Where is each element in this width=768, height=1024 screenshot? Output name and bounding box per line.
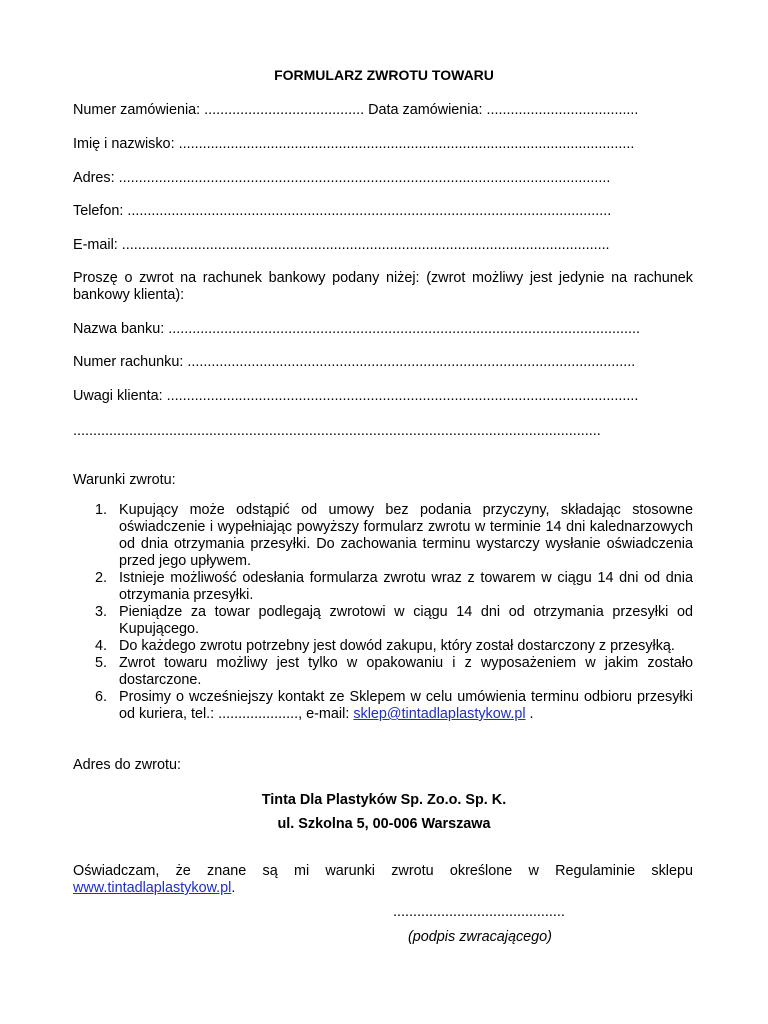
address-field[interactable]: ...........................................................................................................................	[118, 170, 611, 186]
name-field[interactable]: ..................................................................................................................	[178, 136, 635, 152]
condition-text-end: .	[525, 706, 534, 722]
refund-request-text: Proszę o zwrot na rachunek bankowy podany niżej: (zwrot możliwy jest jedynie na rachunek bankowy klienta):	[73, 270, 693, 303]
notes-label: Uwagi klienta:	[73, 388, 163, 404]
condition-item	[73, 604, 693, 638]
company-address: ul. Szkolna 5, 00-006 Warszawa	[277, 816, 491, 832]
conditions-heading: Warunki zwrotu:	[73, 472, 176, 488]
condition-item	[73, 570, 693, 604]
order-number-field[interactable]: ........................................	[204, 102, 365, 118]
bank-name-field[interactable]: ......................................................................................................................	[168, 321, 640, 337]
email-field[interactable]: ..........................................................................................................................	[121, 237, 610, 253]
name-row	[73, 136, 693, 153]
account-row	[73, 354, 693, 371]
address-label: Adres:	[73, 170, 115, 186]
conditions-list	[73, 502, 693, 723]
phone-field[interactable]: .........................................................................................................................	[127, 203, 612, 219]
condition-number: 5.	[95, 655, 108, 671]
shop-website-link[interactable]: www.tintadlaplastykow.pl	[73, 880, 232, 896]
condition-text: Prosimy o wcześniejszy kontakt ze Sklepem w celu umówienia terminu odbioru przesyłki od kuriera, tel.: ...................., e-mail:	[119, 689, 693, 722]
condition-item	[73, 638, 693, 655]
email-label: E-mail:	[73, 237, 118, 253]
notes-field[interactable]: ......................................................................................................................	[166, 388, 639, 404]
condition-number: 1.	[95, 502, 108, 518]
account-field[interactable]: ................................................................................................................	[187, 354, 636, 370]
condition-text: Pieniądze za towar podlegają zwrotowi w ciągu 14 dni od otrzymania przesyłki od Kupującego.	[119, 604, 693, 637]
bank-name-row	[73, 321, 693, 338]
condition-text: Istnieje możliwość odesłania formularza zwrotu wraz z towarem w ciągu 14 dni od dnia otrzymania przesyłki.	[119, 570, 693, 603]
notes-row	[73, 388, 693, 405]
order-date-field[interactable]: ......................................	[486, 102, 639, 118]
shop-email-link[interactable]: sklep@tintadlaplastykow.pl	[353, 706, 526, 722]
order-date-label: Data zamówienia:	[368, 102, 483, 118]
notes-row-2	[73, 423, 693, 440]
account-label: Numer rachunku:	[73, 354, 184, 370]
phone-label: Telefon:	[73, 203, 124, 219]
name-label: Imię i nazwisko:	[73, 136, 175, 152]
signature-field[interactable]: ...........................................	[393, 904, 565, 920]
form-title: FORMULARZ ZWROTU TOWARU	[274, 67, 494, 83]
condition-text: Zwrot towaru możliwy jest tylko w opakowaniu i z wyposażeniem w jakim zostało dostarczone.	[119, 655, 693, 688]
email-row	[73, 237, 693, 254]
condition-number: 3.	[95, 604, 108, 620]
declaration-body: Oświadczam, że znane są mi warunki zwrotu określone w Regulaminie sklepu	[73, 863, 693, 879]
notes-field-2[interactable]: ....................................................................................................................................	[73, 423, 601, 439]
declaration-end: .	[231, 880, 236, 896]
condition-text: Do każdego zwrotu potrzebny jest dowód zakupu, który został dostarczony z przesyłką.	[119, 638, 675, 654]
signature-label: (podpis zwracającego)	[408, 929, 552, 945]
phone-row	[73, 203, 693, 220]
condition-number: 6.	[95, 689, 108, 705]
condition-number: 4.	[95, 638, 108, 654]
bank-name-label: Nazwa banku:	[73, 321, 165, 337]
condition-item	[73, 689, 693, 723]
order-number-label: Numer zamówienia:	[73, 102, 201, 118]
condition-item	[73, 502, 693, 570]
declaration-text	[73, 863, 693, 897]
company-name: Tinta Dla Plastyków Sp. Zo.o. Sp. K.	[261, 792, 507, 808]
order-number-row	[73, 102, 693, 119]
condition-number: 2.	[95, 570, 108, 586]
condition-text: Kupujący może odstąpić od umowy bez podania przyczyny, składając stosowne oświadczenie i wypełniając powyższy formularz zwrotu w terminie 14 dni kalednarzowych od dnia otrzymania przesyłki. Do zachowania terminu wystarczy wysłanie oświadczenia przed jego upływem.	[119, 502, 693, 569]
return-address-label: Adres do zwrotu:	[73, 757, 181, 773]
address-row	[73, 170, 693, 187]
condition-item	[73, 655, 693, 689]
